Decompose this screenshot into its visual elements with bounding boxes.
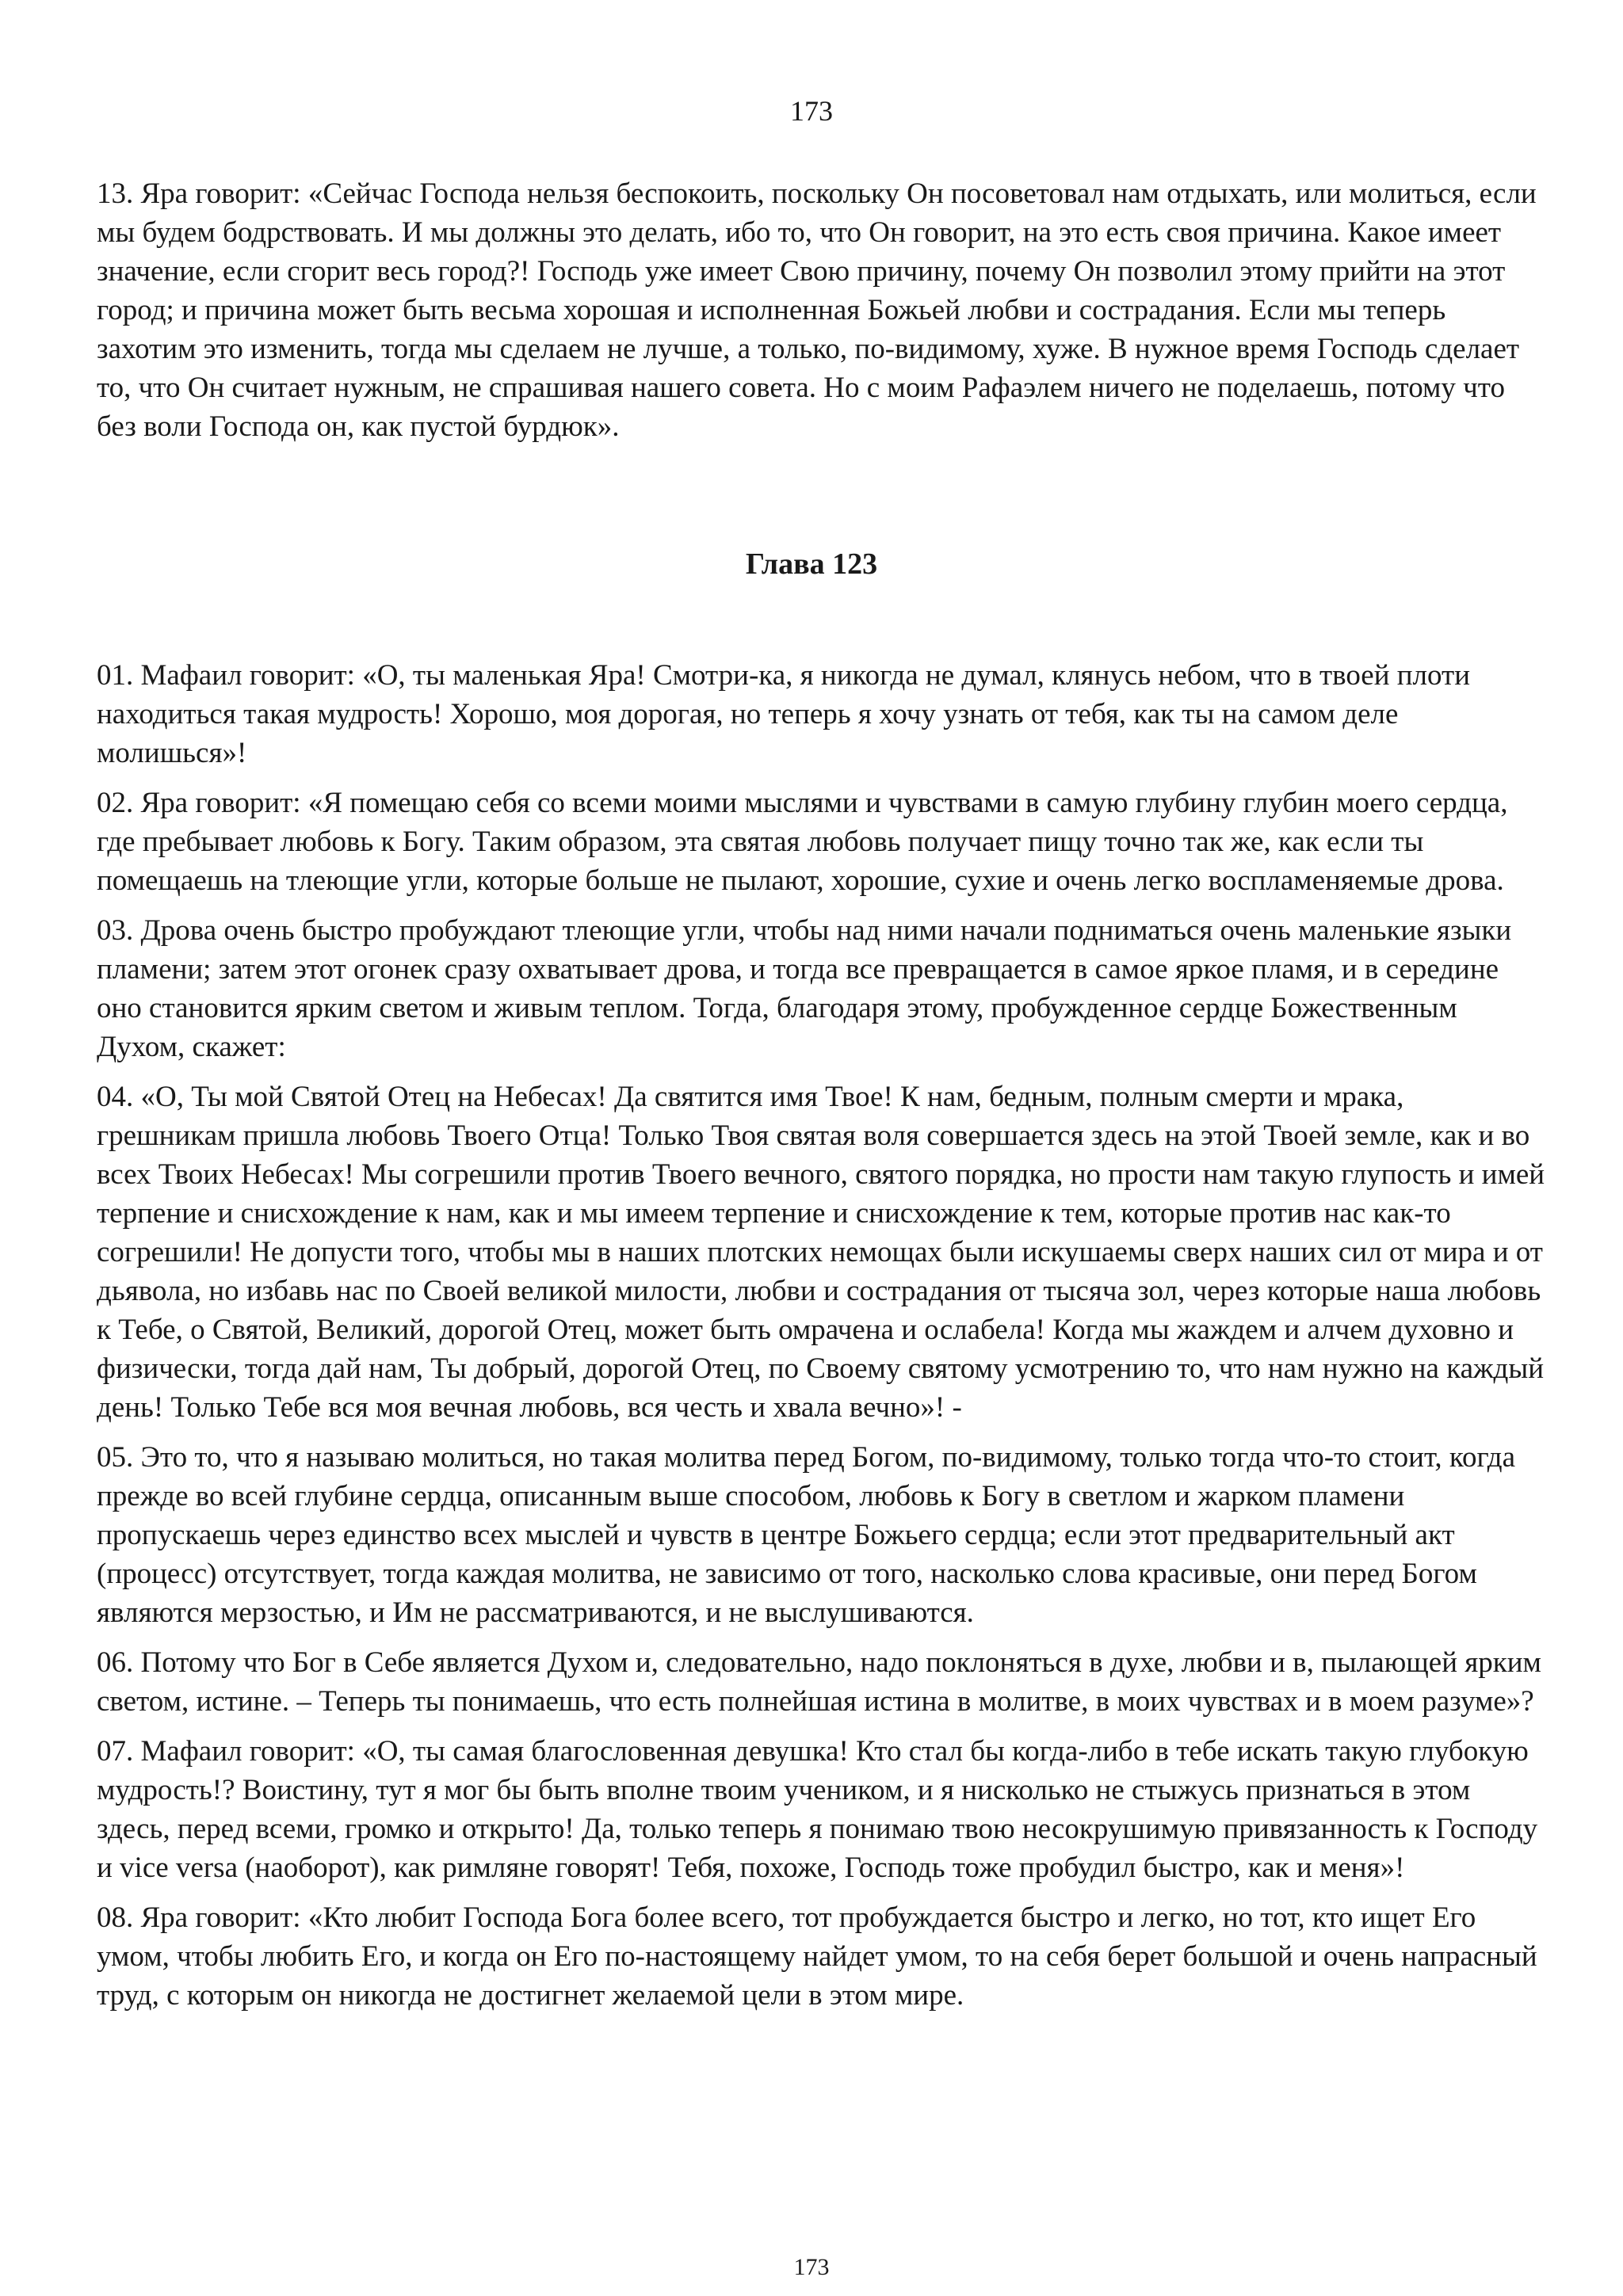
intro-paragraph: 13. Яра говорит: «Сейчас Господа нельзя беспокоить, поскольку Он посоветовал нам отдыхать, или молиться, если мы будем бодрствовать. И мы должны это делать, ибо то, что Он говорит, на это есть своя причина. Какое имеет значение, если сгорит весь город?! Господь уже имеет Свою причину, почему Он позволил этому прийти на этот город; и причина может быть весьма хорошая и исполненная Божьей любви и сострадания. Если мы теперь захотим это изменить, тогда мы сделаем не лучше, а только, по-видимому, хуже. В нужное время Господь сделает то, что Он считает нужным, не спрашивая нашего совета. Но с моим Рафаэлем ничего не поделаешь, потому что без воли Господа он, как пустой бурдюк». [97,177,1537,443]
paragraph-05: 05. Это то, что я называю молиться, но такая молитва перед Богом, по-видимому, только тогда что-то стоит, когда прежде во всей глубине сердца, описанным выше способом, любовь к Богу в светлом и жарком пламени пропускаешь через единство всех мыслей и чувств в центре Божьего сердца; если этот предварительный акт (процесс) отсутствует, тогда каждая молитва, не зависимо от того, насколько слова красивые, они перед Богом являются мерзостью, и Им не рассматриваются, и не выслушиваются. [97,1441,1516,1629]
paragraph-07: 07. Мафаил говорит: «О, ты самая благословенная девушка! Кто стал бы когда-либо в тебе искать такую глубокую мудрость!? Воистину, тут я мог бы быть вполне твоим учеником, и я нисколько не стыжусь признаться в этом здесь, перед всеми, громко и открыто! Да, только теперь я понимаю твою несокрушимую привязанность к Господу и vice versa (наоборот), как римляне говорят! Тебя, похоже, Господь тоже пробудил быстро, как и меня»! [97,1735,1538,1884]
page-number-bottom: 173 [793,2254,830,2280]
paragraph-04: 04. «О, Ты мой Святой Отец на Небесах! Да святится имя Твое! К нам, бедным, полным смерти и мрака, грешникам пришла любовь Твоего Отца! Только Твоя святая воля совершается здесь на этой Твоей земле, как и во всех Твоих Небесах! Мы согрешили против Твоего вечного, святого порядка, но прости нам такую глупость и имей терпение и снисхождение к нам, как и мы имеем терпение и снисхождение к тем, которые против нас как-то согрешили! Не допусти того, чтобы мы в наших плотских немощах были искушаемы сверх наших сил от мира и от дьявола, но избавь нас по Своей великой милости, любви и сострадания от тысяча зол, через которые наша любовь к Тебе, о Святой, Великий, дорогой Отец, может быть омрачена и ослабела! Когда мы жаждем и алчем духовно и физически, тогда дай нам, Ты добрый, дорогой Отец, по Своему святому усмотрению то, что нам нужно на каждый день! Только Тебе вся моя вечная любовь, вся честь и хвала вечно»! - [97,1081,1545,1424]
page-number-top: 173 [790,95,833,127]
chapter-title: Глава 123 [745,547,878,581]
paragraph-02: 02. Яра говорит: «Я помещаю себя со всеми моими мыслями и чувствами в самую глубину глубин моего сердца, где пребывает любовь к Богу. Таким образом, эта святая любовь получает пищу точно так же, как если ты помещаешь на тлеющие угли, которые больше не пылают, хорошие, сухие и очень легко воспламеняемые дрова. [97,787,1508,897]
paragraph-08: 08. Яра говорит: «Кто любит Господа Бога более всего, тот пробуждается быстро и легко, но тот, кто ищет Его умом, чтобы любить Его, и когда он Его по-настоящему найдет умом, то на себя берет большой и очень напрасный труд, с которым он никогда не достигнет желаемой цели в этом мире. [97,1901,1537,2012]
paragraph-06: 06. Потому что Бог в Себе является Духом и, следовательно, надо поклоняться в духе, любви и в, пылающей ярким светом, истине. – Теперь ты понимаешь, что есть полнейшая истина в молитве, в моих чувствах и в моем разуме»? [97,1646,1541,1718]
chapter-body [97,656,1547,2026]
paragraph-03: 03. Дрова очень быстро пробуждают тлеющие угли, чтобы над ними начали подниматься очень маленькие языки пламени; затем этот огонек сразу охватывает дрова, и тогда все превращается в самое яркое пламя, и в середине оно становится ярким светом и живым теплом. Тогда, благодаря этому, пробужденное сердце Божественным Духом, скажет: [97,914,1512,1063]
paragraph-01: 01. Мафаил говорит: «О, ты маленькая Яра! Смотри-ка, я никогда не думал, клянусь небом, что в твоей плоти находиться такая мудрость! Хорошо, моя дорогая, но теперь я хочу узнать от тебя, как ты на самом деле молишься»! [97,659,1471,769]
